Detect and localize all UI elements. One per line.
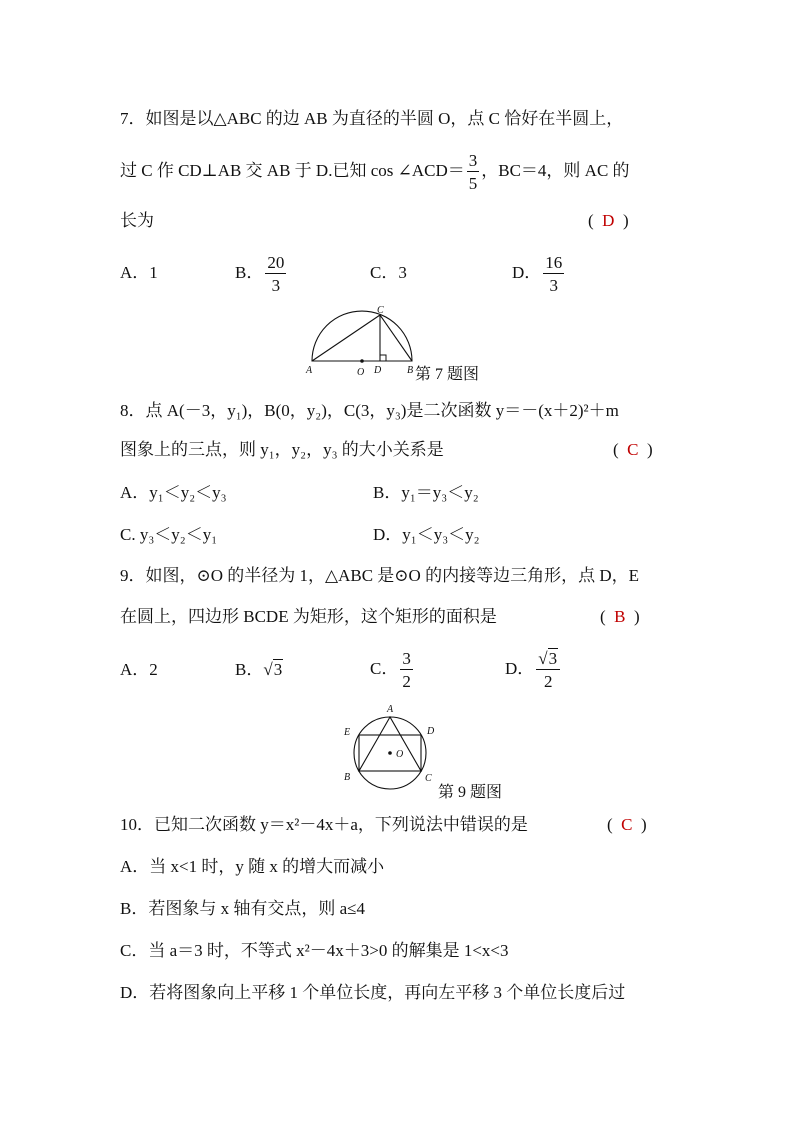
q7-line2-pre: 过 C 作 CD⊥AB 交 AB 于 D.已知 cos ∠ACD＝ xyxy=(120,160,465,180)
q7-option-d: D． $\frac{16}{3}$ xyxy=(512,253,563,296)
q8-line2: 图象上的三点，则 y₁，y₂，y₃ 的大小关系是 xyxy=(120,440,444,459)
q9-label-o: O xyxy=(396,749,404,760)
q10-option-a: A．当 x<1 时，y 随 x 的增大而减小 xyxy=(120,857,385,876)
q7-answer-bracket: ( D ) xyxy=(588,211,629,230)
q8-option-b: B．y₁＝y₃＜y₂ xyxy=(373,483,479,502)
q10-line1: 10．已知二次函数 y＝x²－4x＋a，下列说法中错误的是 xyxy=(120,815,528,834)
q7-cos-fraction: $\frac{3}{5}$ xyxy=(468,151,478,193)
q9-option-d: D． $\frac{√3}{2}$ xyxy=(505,646,562,692)
q7-option-b: B． $\frac{20}{3}$ xyxy=(235,253,285,296)
q7-label-d: D xyxy=(374,365,382,376)
q7-label-o: O xyxy=(357,367,365,378)
q8-option-a: A．y₁＜y₂＜y₃ xyxy=(120,483,227,502)
q9-figure-caption: 第 9 题图 xyxy=(438,784,503,801)
q9-option-c: C． $\frac{3}{2}$ xyxy=(370,649,411,692)
q9-label-d: D xyxy=(427,726,435,737)
q8-answer: C xyxy=(627,440,639,459)
q10-answer-bracket: ( C ) xyxy=(607,815,647,834)
q7-label-c: C xyxy=(377,305,384,316)
q7-figure xyxy=(304,304,422,378)
q8-line1: 8．点 A(－3，y₁)，B(0，y₂)，C(3，y₃)是二次函数 y＝－(x＋2)²＋m xyxy=(120,401,619,420)
q7-line2 xyxy=(120,152,630,192)
q10-option-d: D．若将图象向上平移 1 个单位长度，再向左平移 3 个单位长度后过 xyxy=(120,983,626,1002)
q9-label-c: C xyxy=(425,773,432,784)
q7-line1: 7．如图是以△ABC 的边 AB 为直径的半圆 O，点 C 恰好在半圆上， xyxy=(120,109,624,128)
q9-option-b: B．√3 xyxy=(235,660,283,679)
q7-line3: 长为 xyxy=(120,211,154,230)
q8-answer-bracket: ( C ) xyxy=(613,440,653,459)
q9-line2: 在圆上，四边形 BCDE 为矩形，这个矩形的面积是 xyxy=(120,607,497,626)
q9-label-e: E xyxy=(344,727,351,738)
q10-option-c: C．当 a＝3 时，不等式 x²－4x＋3>0 的解集是 1<x<3 xyxy=(120,941,509,960)
q8-option-d: D．y₁＜y₃＜y₂ xyxy=(373,525,480,544)
q8-option-c: C. y₃＜y₂＜y₁ xyxy=(120,525,218,544)
q9-label-b: B xyxy=(344,772,351,783)
q7-option-a: A．1 xyxy=(120,263,158,282)
q9-answer-bracket: ( B ) xyxy=(600,607,640,626)
q10-answer: C xyxy=(621,815,633,834)
q9-option-a: A．2 xyxy=(120,660,158,679)
q7-label-b: B xyxy=(407,365,414,376)
q7-label-a: A xyxy=(306,365,313,376)
q9-label-a: A xyxy=(387,704,394,715)
q7-line2-post: ，BC＝4，则 AC 的 xyxy=(481,160,630,180)
q10-option-b: B．若图象与 x 轴有交点，则 a≤4 xyxy=(120,899,365,918)
q7-figure-caption: 第 7 题图 xyxy=(415,366,480,383)
q9-line1: 9．如图，⊙O 的半径为 1，△ABC 是⊙O 的内接等边三角形，点 D，E xyxy=(120,566,639,585)
q9-figure xyxy=(336,700,444,790)
q9-answer: B xyxy=(614,607,626,626)
q7-answer: D xyxy=(602,211,615,230)
q7-option-c: C．3 xyxy=(370,263,407,282)
